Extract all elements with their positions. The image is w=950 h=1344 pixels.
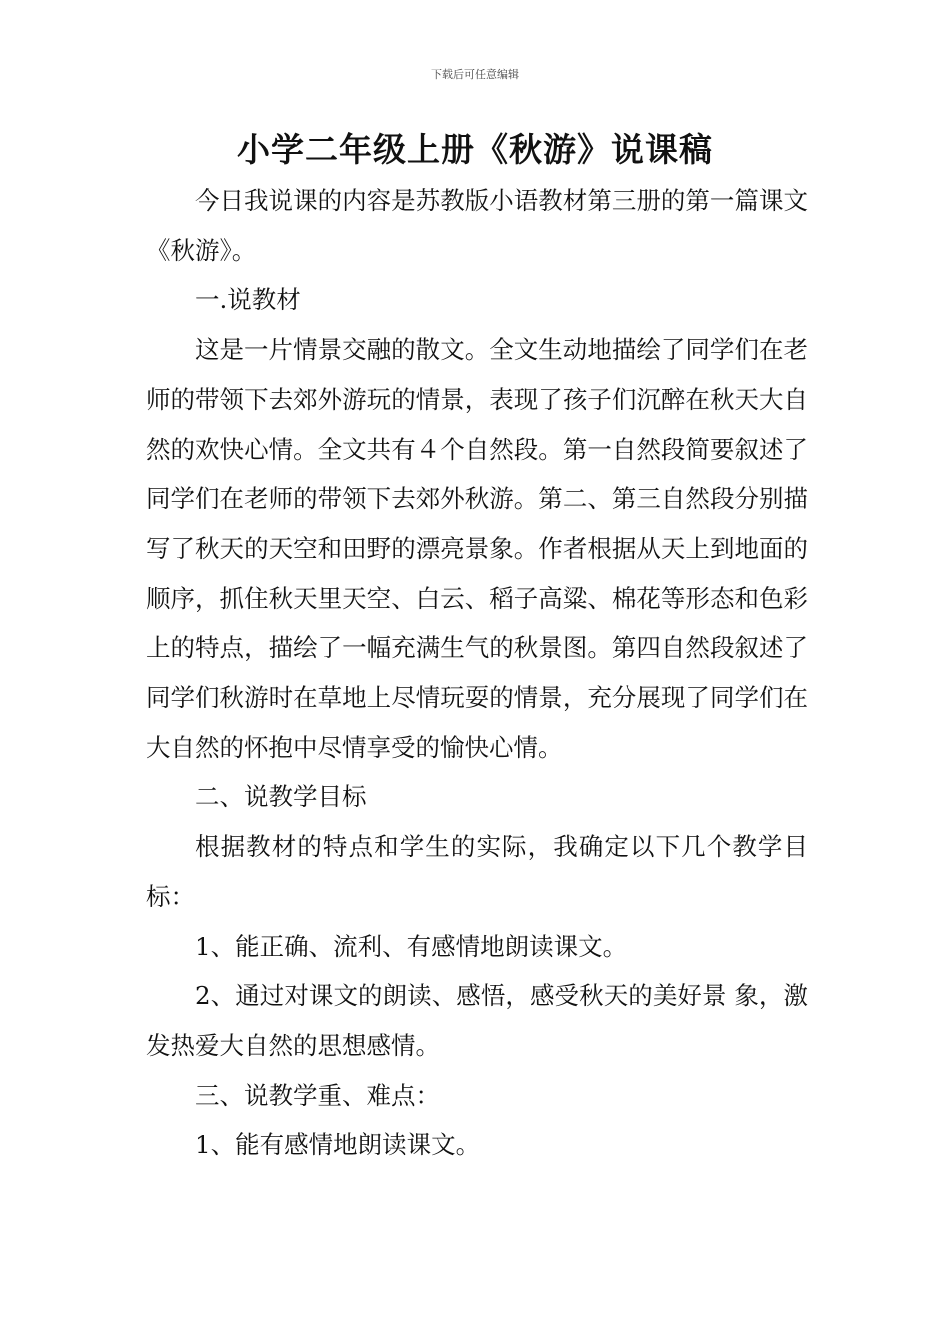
document-body: [146, 176, 808, 1170]
key-point-item-1: 1、能有感情地朗读课文。: [195, 1130, 481, 1160]
page-title: 小学二年级上册《秋游》说课稿: [237, 130, 713, 169]
section-heading-goals: 二、说教学目标: [195, 782, 367, 812]
section-heading-key-points: 三、说教学重、难点：: [195, 1080, 440, 1110]
paragraph-intro: 今日我说课的内容是苏教版小语教材第三册的第一篇课文《秋游》。: [146, 186, 808, 265]
header-note: 下载后可任意编辑: [431, 68, 519, 81]
section-heading-textbook: 一.说教材: [195, 285, 301, 315]
goal-item-2: 2、通过对课文的朗读、感悟，感受秋天的美好景 象，激发热爱大自然的思想感情。: [146, 981, 808, 1060]
paragraph-goals-intro: 根据教材的特点和学生的实际，我确定以下几个教学目标：: [146, 832, 808, 911]
paragraph-textbook-analysis: 这是一片情景交融的散文。全文生动地描绘了同学们在老师的带领下去郊外游玩的情景，表现了孩子们沉醉在秋天大自然的欢快心情。全文共有４个自然段。第一自然段简要叙述了同学们在老师的带领下去郊外秋游。第二、第三自然段分别描写了秋天的天空和田野的漂亮景象。作者根据从天上到地面的顺序，抓住秋天里天空、白云、稻子高粱、棉花等形态和色彩上的特点，描绘了一幅充满生气的秋景图。第四自然段叙述了同学们秋游时在草地上尽情玩耍的情景，充分展现了同学们在大自然的怀抱中尽情享受的愉快心情。: [146, 335, 808, 762]
goal-item-1: 1、能正确、流利、有感情地朗读课文。: [195, 931, 628, 961]
